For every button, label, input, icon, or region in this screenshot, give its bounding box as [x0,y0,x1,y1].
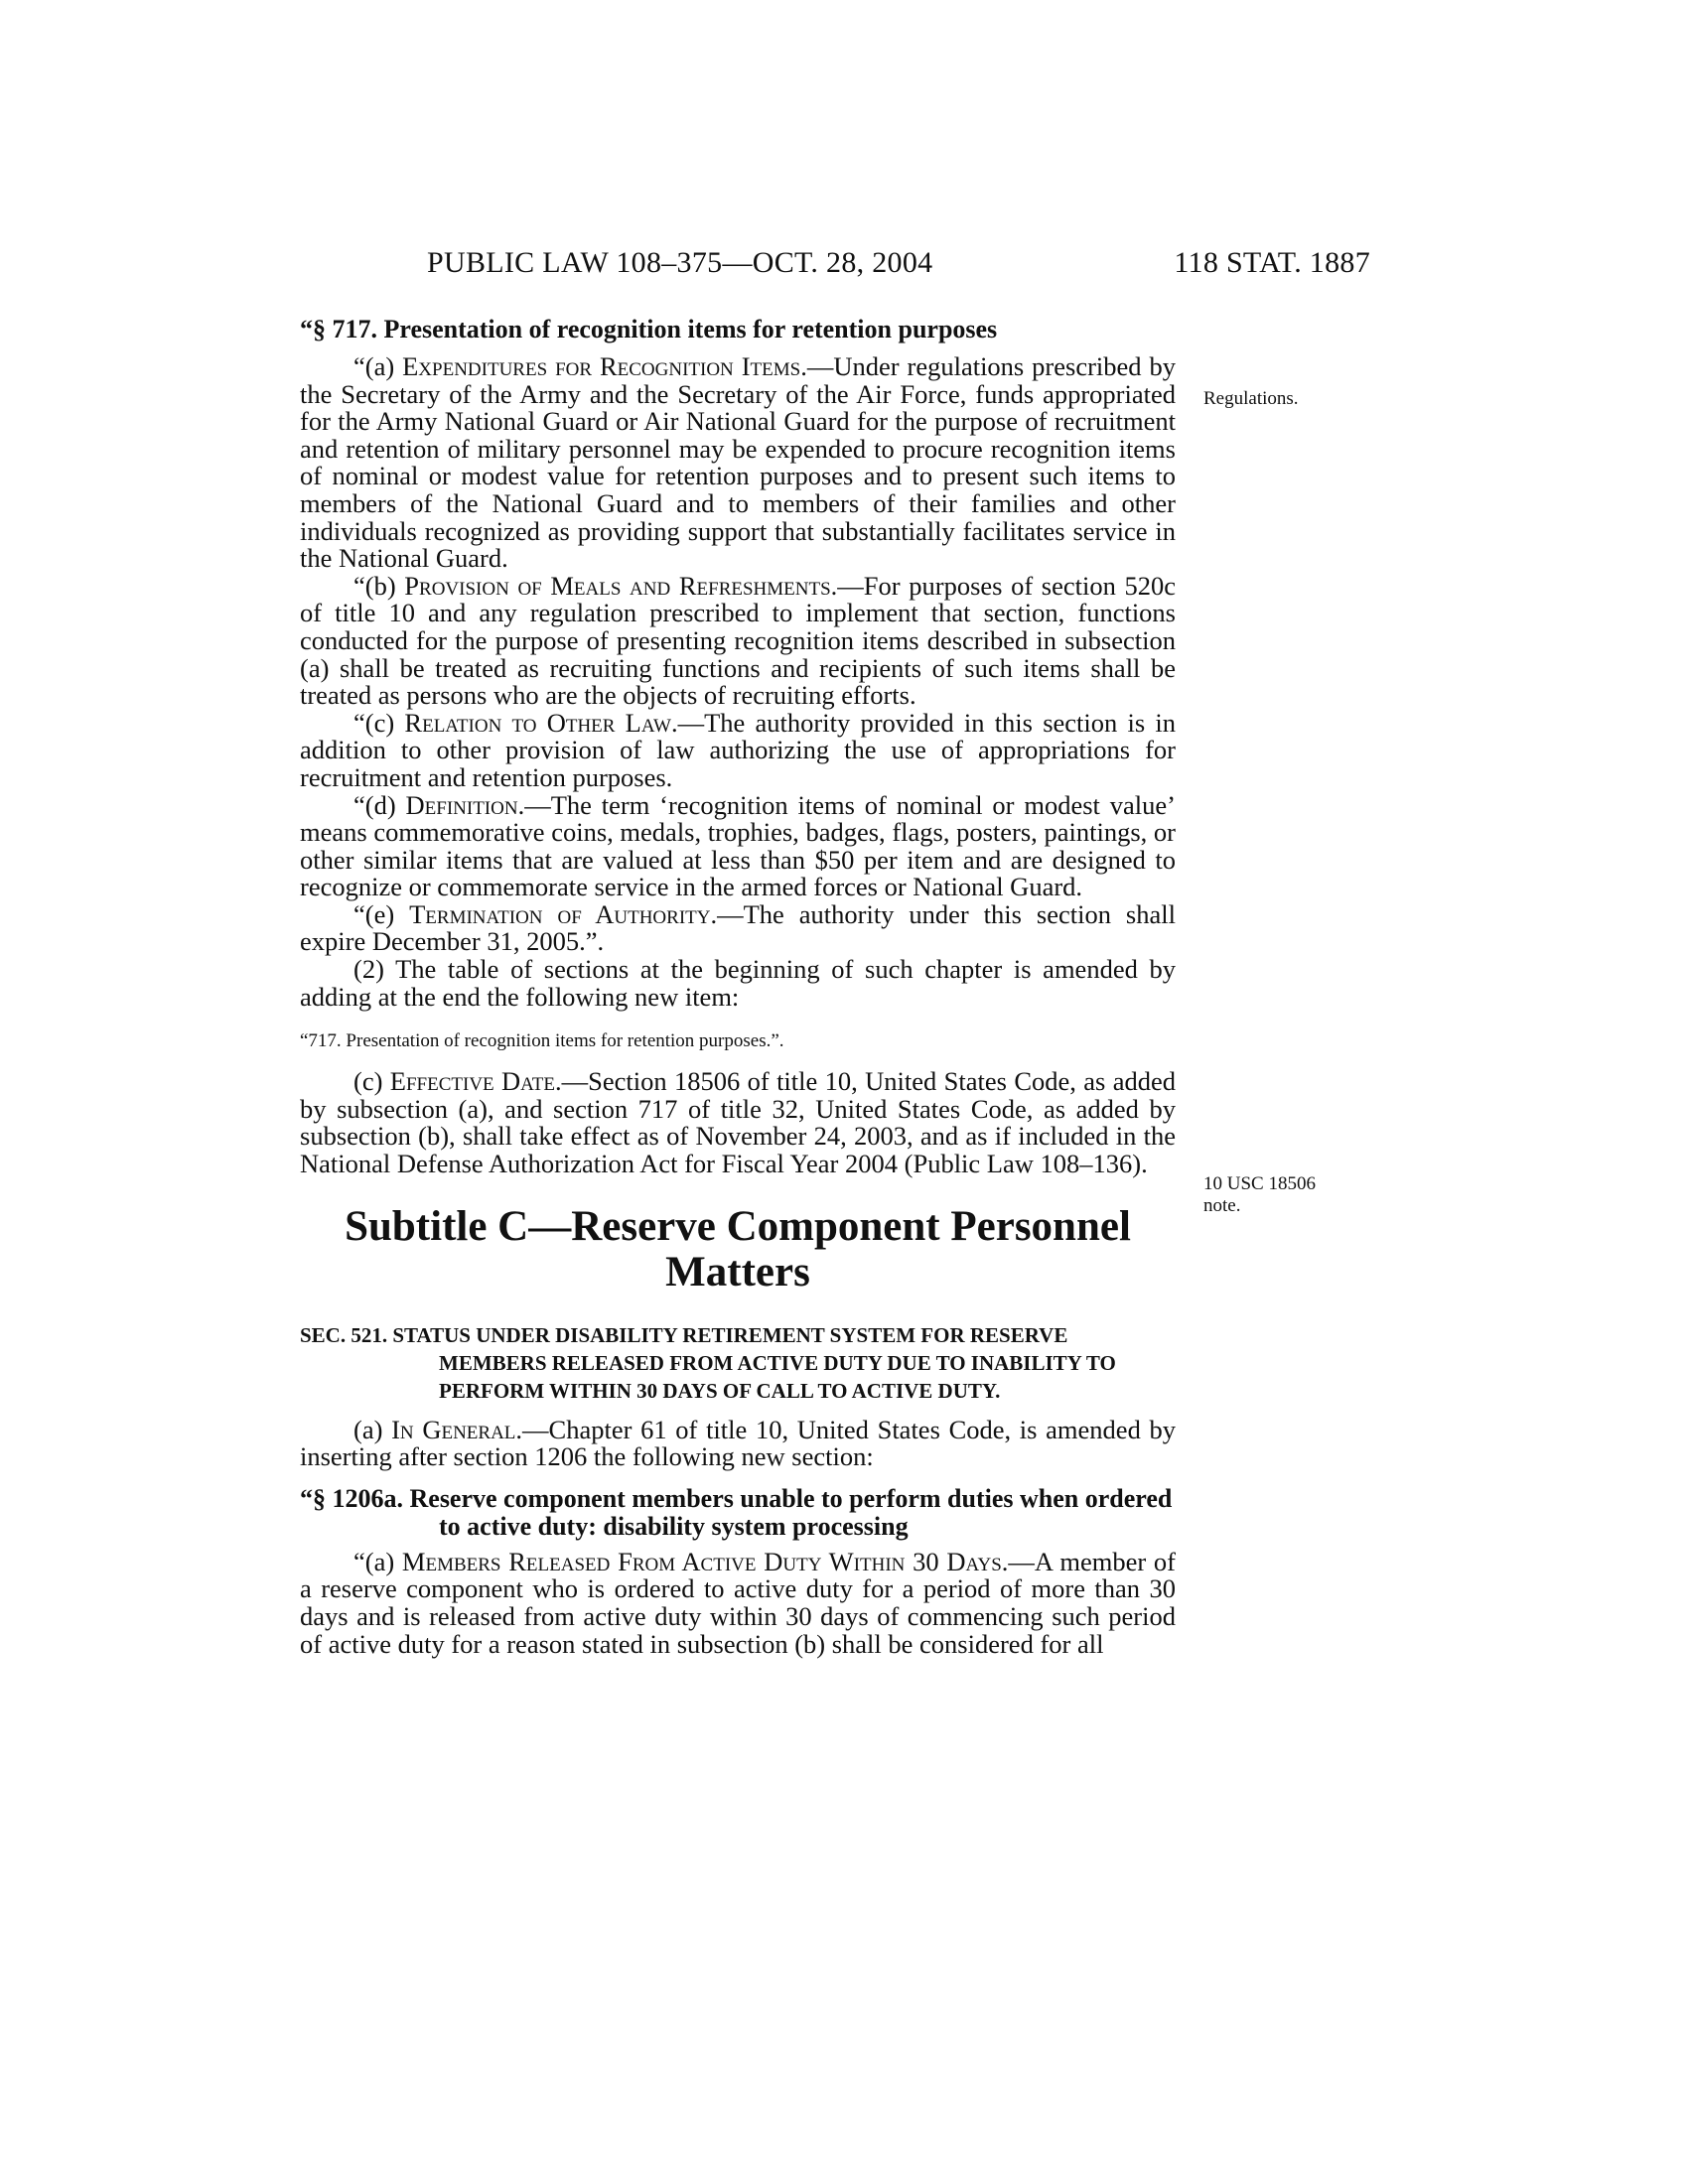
running-head [298,246,1370,286]
para-d-text: —The term ‘recognition items of nominal or modest value’ means commemorative coins, medals, trophies, badges, flags, posters, paintings, or other similar items that are valued at less than $50 per item and are designed to recognize or commemorate service in the armed forces or National Guard. [300,789,1176,902]
para-a-lead: “(a) [353,351,403,381]
section-717-para-c [300,707,1176,792]
table-of-sections-item: “717. Presentation of recognition items for retention purposes.”. [300,1030,784,1052]
section-717-heading: “§ 717. Presentation of recognition items for retention purposes [300,315,998,343]
para-e-lead: “(e) [353,898,410,929]
general-text: —Chapter 61 of title 10, United States Code, is amended by inserting after section 1206 the following new section: [300,1414,1177,1472]
subtitle-c-heading: Subtitle C—Reserve Component Personnel Matters [345,1202,1131,1296]
effective-lead: (c) [353,1066,390,1097]
section-521-general-para [300,1414,1177,1472]
section-1206a-heading: “§ 1206a. Reserve component members unable to perform duties when ordered to active duty: disability system processing [300,1483,1173,1541]
section-521-heading: SEC. 521. STATUS UNDER DISABILITY RETIREMENT SYSTEM FOR RESERVE MEMBERS RELEASED FROM ACTIVE DUTY DUE TO INABILITY TO PERFORM WITHIN 30 DAYS OF CALL TO ACTIVE DUTY. [300,1322,1116,1403]
para-e-text: —The authority under this section shall expire December 31, 2005.”. [300,898,1176,957]
para-c-caption: Relation to Other Law. [404,707,678,738]
section-717-para-d [300,789,1176,902]
para-b-caption: Provision of Meals and Refreshments. [404,570,838,601]
section-717-para-2: (2) The table of sections at the beginning of such chapter is amended by adding at the end the following new item: [300,954,1176,1012]
para-d-caption: Definition. [405,789,525,820]
margin-note-regulations: Regulations. [1203,388,1299,409]
effective-caption: Effective Date. [389,1066,562,1097]
members-lead: “(a) [353,1546,402,1576]
margin-note-usc [1203,1173,1352,1217]
members-caption: Members Released From Active Duty Within 30 Days. [401,1546,1009,1576]
margin-note-usc-line2: note. [1203,1195,1241,1216]
effective-date-para [300,1068,1176,1177]
para-e-caption: Termination of Authority. [409,898,718,929]
main-text-column [300,316,1176,1658]
general-lead: (a) [353,1414,392,1444]
section-717-para-a [300,353,1176,573]
section-717-para-b [300,570,1176,711]
para-d-lead: “(d) [353,789,406,820]
members-text: —A member of a reserve component who is ordered to active duty for a period of more than 30 days and is released from active duty within 30 days of commencing such period of active duty for a reason stated in subsection (b) shall be considered for all [300,1546,1176,1659]
law-citation: PUBLIC LAW 108–375—OCT. 28, 2004 [427,246,933,279]
para-a-text: —Under regulations prescribed by the Secretary of the Army and the Secretary of the Air Force, funds appropriated for the Army National Guard or Air National Guard for the purpose of recruitment and retention of military personnel may be expended to procure recognition items of nominal or modest value for retention purposes and to present such items to members of the National Guard and to members of their families and other individuals recognized as providing support that substantially facilitates service in the National Guard. [300,351,1176,574]
para-c-text: —The authority provided in this section is in addition to other provision of law authorizing the use of appropriations for recruitment and retention purposes. [300,707,1176,792]
effective-text: —Section 18506 of title 10, United States Code, as added by subsection (a), and section 717 of title 32, United States Code, as added by subsection (b), shall take effect as of November 24, 2003, and as if included in the National Defense Authorization Act for Fiscal Year 2004 (Public Law 108–136). [300,1066,1176,1179]
margin-note-usc-line1: 10 USC 18506 [1203,1173,1316,1194]
general-caption: In General. [391,1414,523,1444]
para-c-lead: “(c) [353,707,405,738]
para-b-lead: “(b) [353,570,405,601]
section-1206a-para-a [300,1546,1176,1659]
para-b-text: —For purposes of section 520c of title 10 and any regulation prescribed to implement that section, functions conducted for the purpose of presenting recognition items described in subsection (a) shall be treated as recruiting functions and recipients of such items shall be treated as persons who are the objects of recruiting efforts. [300,570,1176,711]
stat-citation: 118 STAT. 1887 [1174,246,1370,279]
section-717-para-e [300,898,1176,957]
para-a-caption: Expenditures for Recognition Items. [402,351,807,381]
